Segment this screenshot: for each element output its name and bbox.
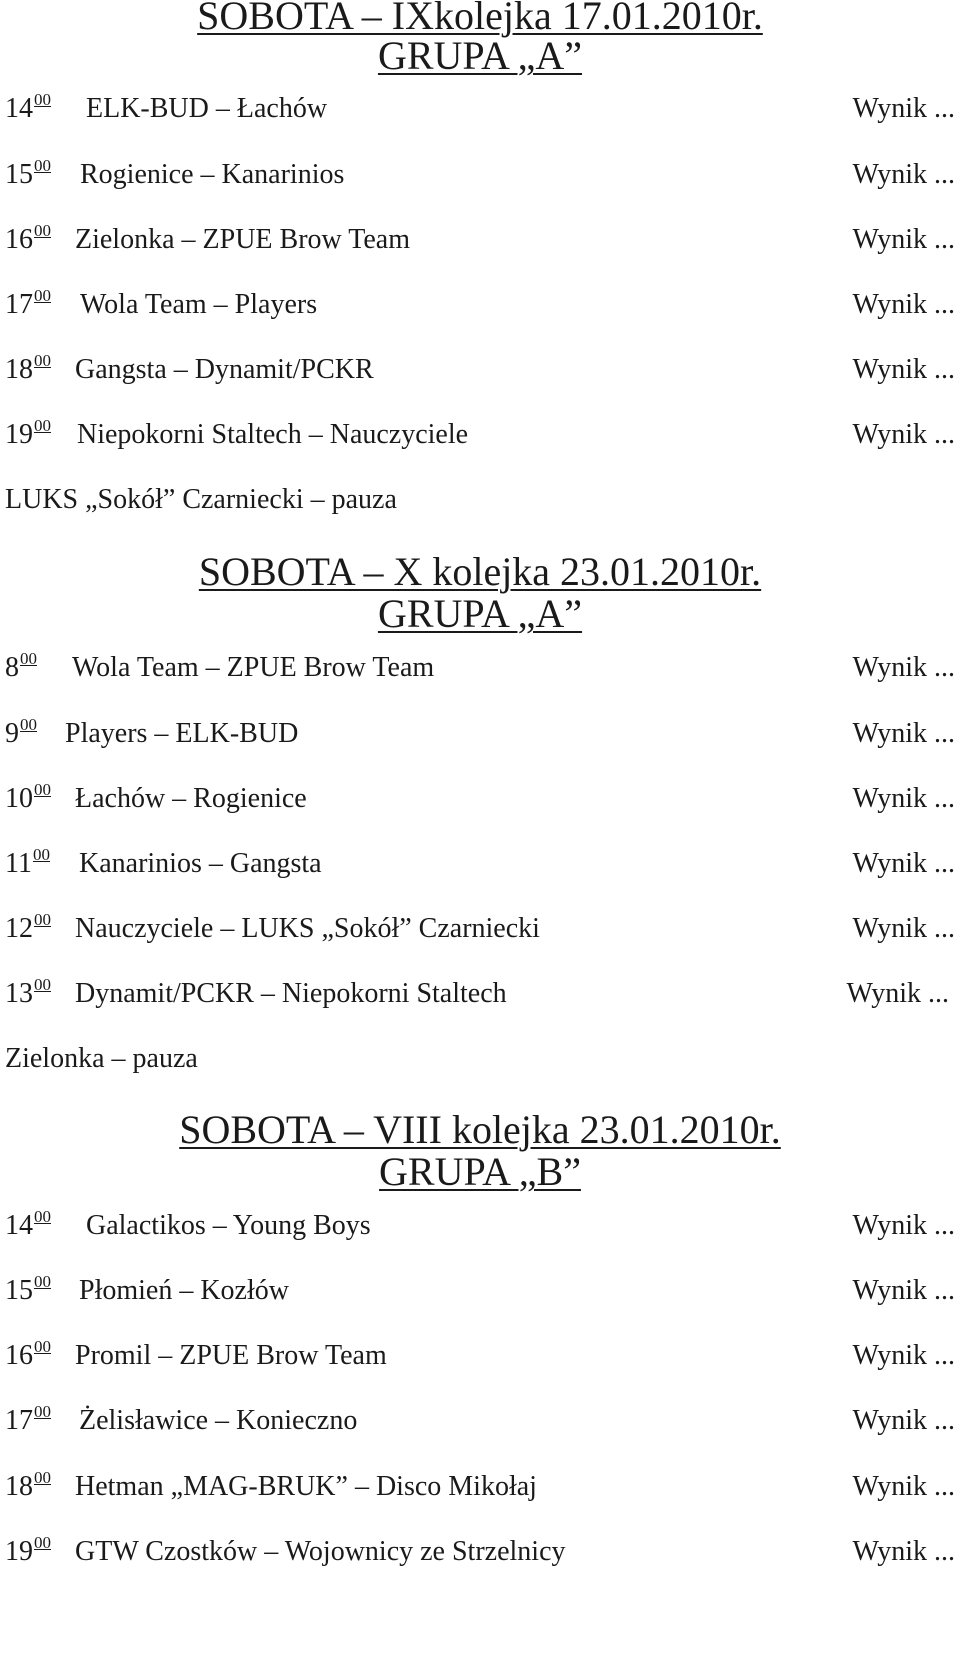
match-teams: Gangsta – Dynamit/PCKR: [75, 354, 374, 385]
match-teams: Płomień – Kozłów: [79, 1275, 289, 1306]
match-time: $17^{00}$: [5, 1402, 51, 1436]
match-row: [5, 974, 955, 1014]
match-row: [5, 285, 955, 325]
match-time: $18^{00}$: [5, 1468, 51, 1502]
pause-team: Zielonka – pauza: [5, 1043, 198, 1074]
match-teams: Łachów – Rogienice: [75, 783, 307, 814]
match-row: [5, 155, 955, 195]
match-teams: Promil – ZPUE Brow Team: [75, 1340, 387, 1371]
match-teams: Wola Team – ZPUE Brow Team: [72, 652, 435, 683]
match-row: [5, 648, 955, 688]
match-time: $14^{00}$: [5, 90, 51, 124]
group-heading: GRUPA „A”: [377, 591, 583, 636]
match-time: $19^{00}$: [5, 1533, 51, 1567]
match-row: [5, 415, 955, 455]
match-result: Wynik ...: [852, 783, 955, 814]
round-title: SOBOTA – X kolejka 23.01.2010r.: [198, 549, 762, 594]
match-result: Wynik ...: [852, 419, 955, 450]
match-time: $15^{00}$: [5, 156, 51, 190]
pause-team: LUKS „Sokół” Czarniecki – pauza: [5, 484, 397, 515]
match-result: Wynik ...: [852, 1210, 955, 1241]
match-time: $11^{00}$: [5, 845, 50, 879]
round-title: SOBOTA – VIII kolejka 23.01.2010r.: [179, 1107, 781, 1152]
match-time: $19^{00}$: [5, 416, 51, 450]
match-result: Wynik ...: [852, 652, 955, 683]
match-result: Wynik ...: [852, 289, 955, 320]
match-teams: Wola Team – Players: [80, 289, 318, 320]
match-time: $14^{00}$: [5, 1207, 51, 1241]
match-result: Wynik ...: [852, 1275, 955, 1306]
match-teams: Galactikos – Young Boys: [86, 1210, 371, 1241]
match-time: $15^{00}$: [5, 1272, 51, 1306]
group-heading: GRUPA „A”: [377, 33, 583, 78]
match-result: Wynik ...: [852, 1471, 955, 1502]
match-row: [5, 1532, 955, 1572]
match-result: Wynik ...: [852, 1405, 955, 1436]
match-row: [5, 1467, 955, 1507]
round-title: SOBOTA – IXkolejka 17.01.2010r.: [197, 0, 763, 38]
match-result: Wynik ...: [852, 159, 955, 190]
match-teams: Nauczyciele – LUKS „Sokół” Czarniecki: [75, 913, 540, 944]
match-time: $9^{00}$: [5, 715, 37, 749]
group-heading: GRUPA „B”: [379, 1149, 581, 1194]
match-row: [5, 1401, 955, 1441]
match-time: $16^{00}$: [5, 1337, 51, 1371]
match-teams: Zielonka – ZPUE Brow Team: [75, 224, 411, 255]
match-teams: Niepokorni Staltech – Nauczyciele: [77, 419, 469, 450]
match-result: Wynik ...: [852, 1340, 955, 1371]
match-row: [5, 220, 955, 260]
match-result: Wynik ...: [852, 224, 955, 255]
match-teams: Żelisławice – Konieczno: [79, 1405, 358, 1436]
match-teams: Players – ELK-BUD: [65, 718, 299, 749]
match-row: [5, 1206, 955, 1246]
match-time: $12^{00}$: [5, 910, 51, 944]
match-result: Wynik ...: [852, 93, 955, 124]
match-time: $17^{00}$: [5, 286, 51, 320]
match-time: $18^{00}$: [5, 351, 51, 385]
match-row: [5, 1336, 955, 1376]
match-result: Wynik ...: [852, 913, 955, 944]
match-time: $13^{00}$: [5, 975, 51, 1009]
match-row: [5, 779, 955, 819]
match-time: $16^{00}$: [5, 221, 51, 255]
match-teams: Rogienice – Kanarinios: [80, 159, 345, 190]
match-row: [5, 1271, 955, 1311]
match-result: Wynik ...: [852, 848, 955, 879]
match-row: [5, 350, 955, 390]
match-row: [5, 714, 955, 754]
match-teams: Kanarinios – Gangsta: [79, 848, 322, 879]
match-result: Wynik ...: [846, 978, 949, 1009]
match-time: $10^{00}$: [5, 780, 51, 814]
match-result: Wynik ...: [852, 1536, 955, 1567]
match-row: [5, 909, 955, 949]
match-teams: Hetman „MAG-BRUK” – Disco Mikołaj: [75, 1471, 537, 1502]
match-result: Wynik ...: [852, 718, 955, 749]
match-time: $8^{00}$: [5, 649, 37, 683]
match-row: [5, 89, 955, 129]
match-row: [5, 844, 955, 884]
match-teams: GTW Czostków – Wojownicy ze Strzelnicy: [75, 1536, 566, 1567]
match-teams: ELK-BUD – Łachów: [86, 93, 328, 124]
match-teams: Dynamit/PCKR – Niepokorni Staltech: [75, 978, 507, 1009]
match-result: Wynik ...: [852, 354, 955, 385]
